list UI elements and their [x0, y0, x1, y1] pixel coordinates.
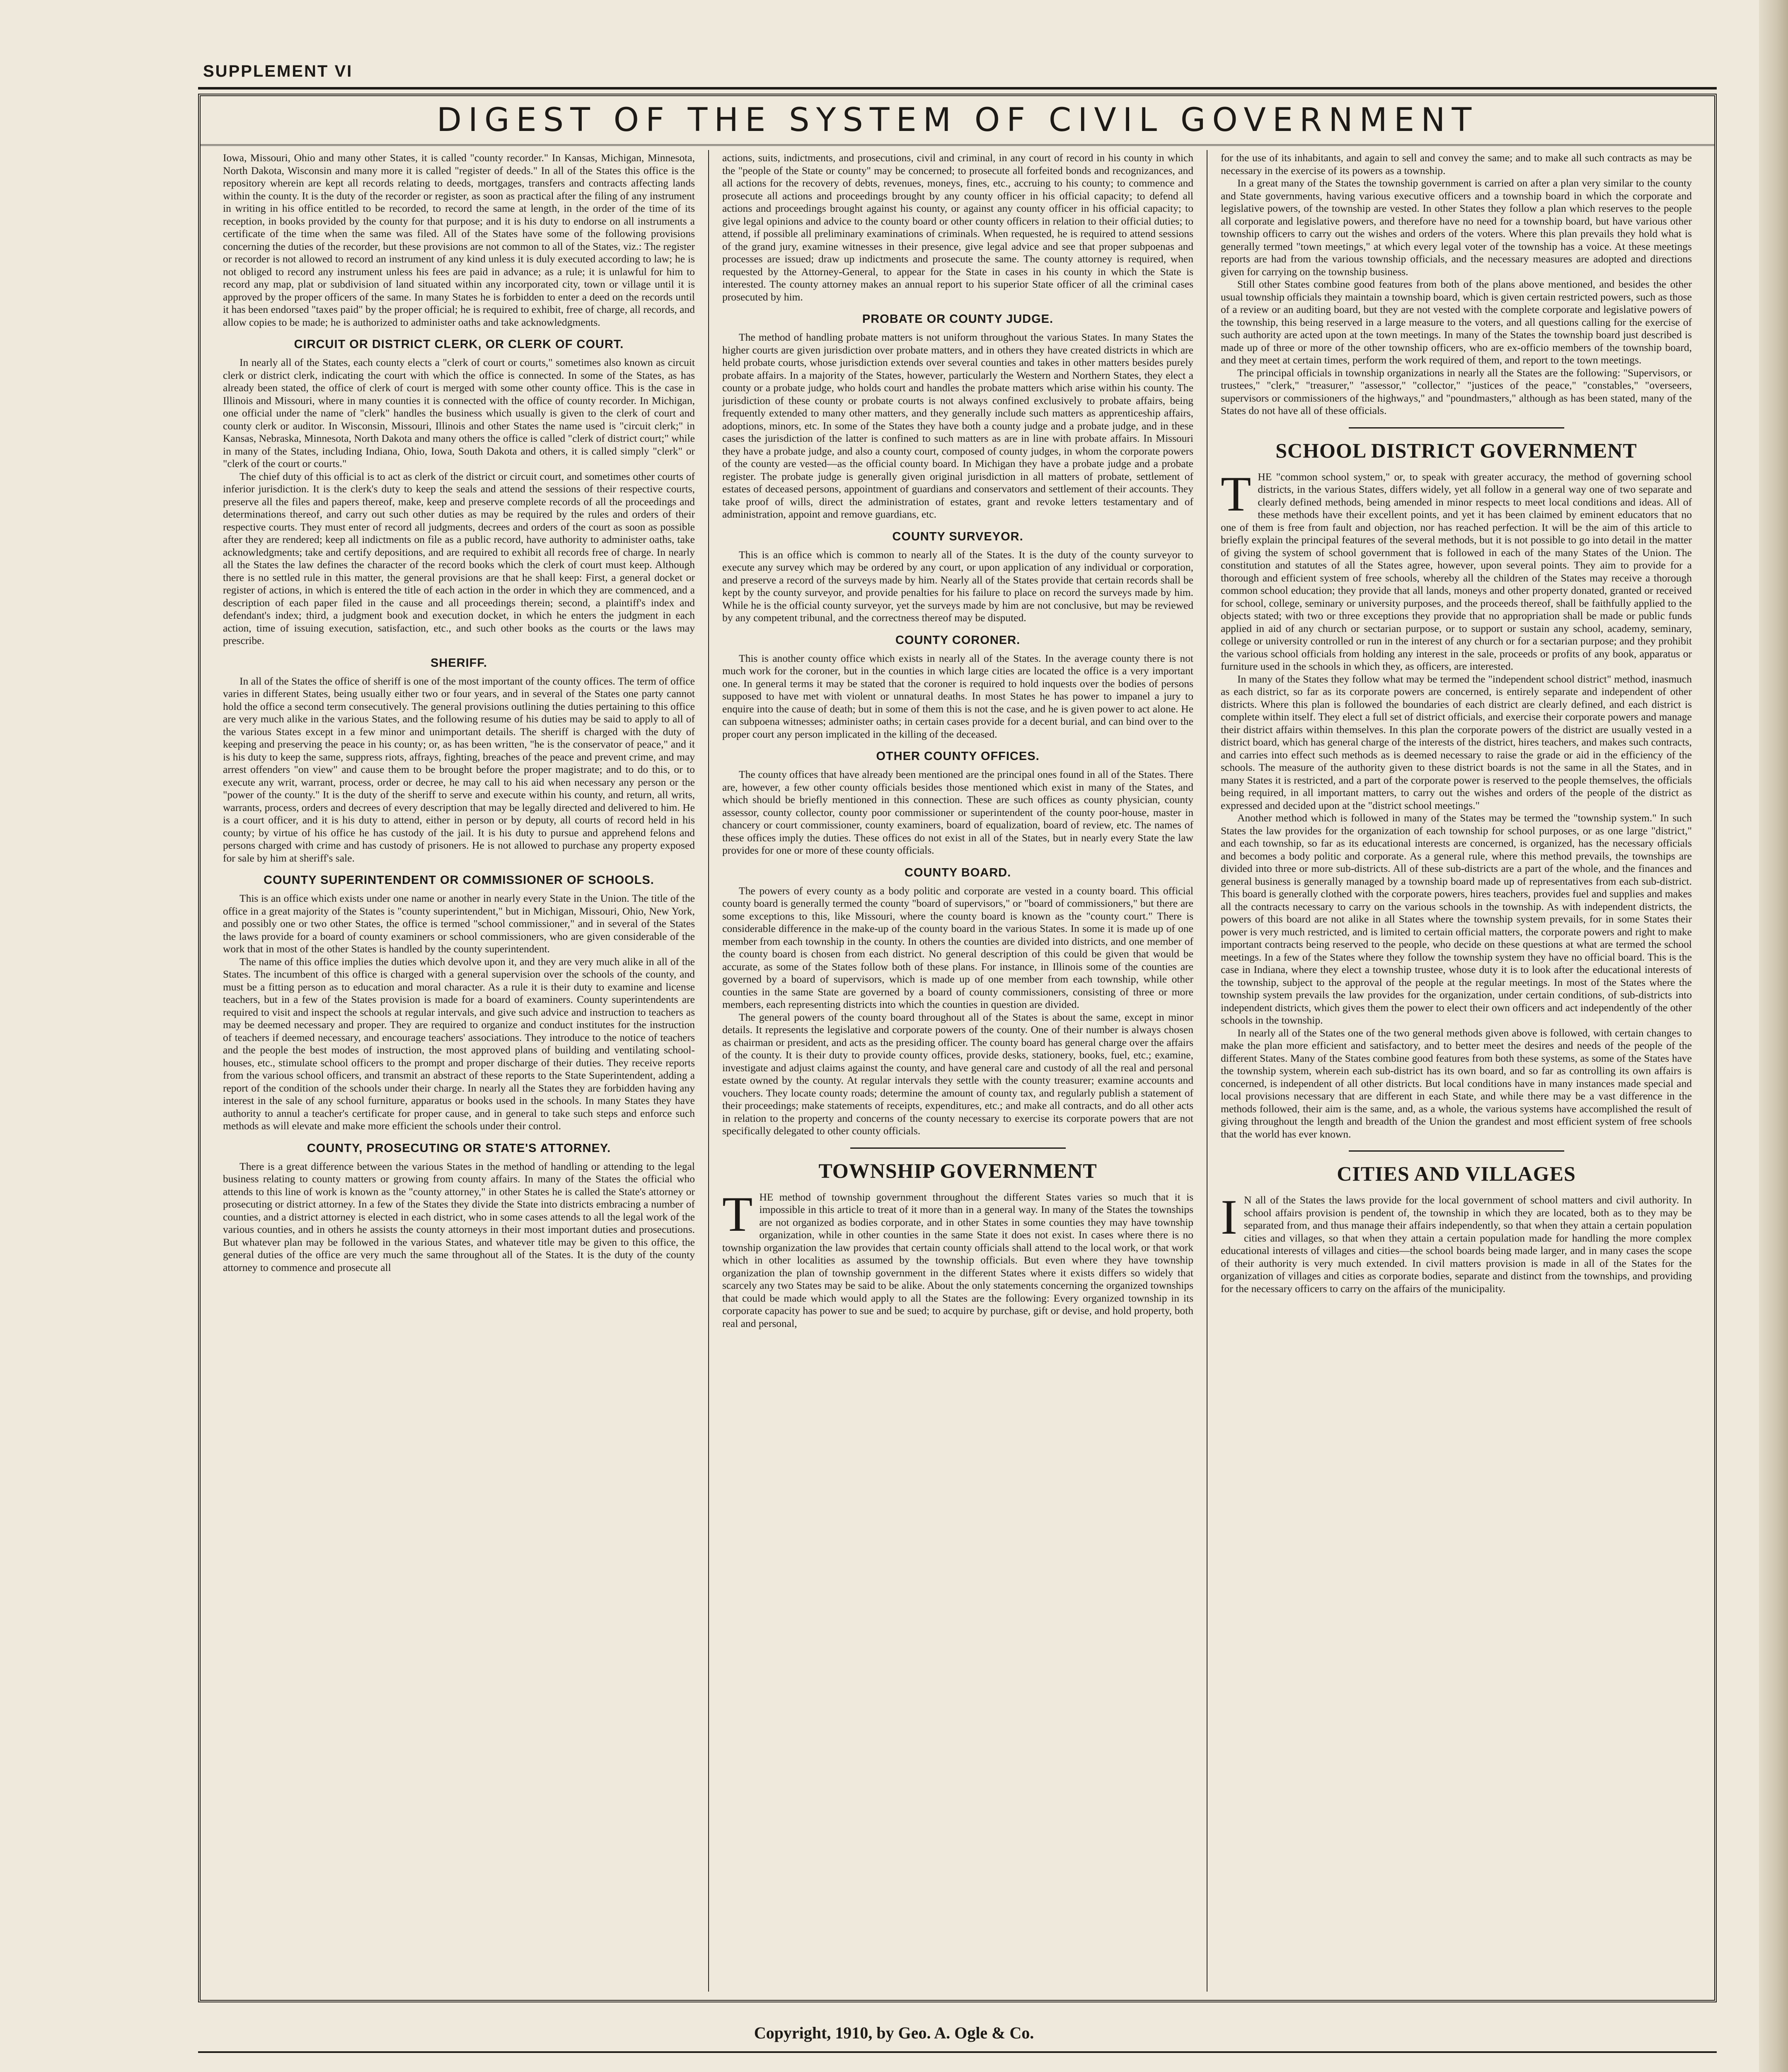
recorder-continued-paragraph: Iowa, Missouri, Ohio and many other States, it is called "county recorder." In Kansas, Michigan, Minnesota, North Dakota, Wisconsin and many more it is called "register of deeds." In all of the States this office is the repository wherein are kept all records relating to deeds, mortgages, transfers and contracts affecting lands within the county. It is the duty of the recorder or register, as soon as practical after the filing of any instrument in writing in his office entitled to be recorded, to record the same at length, in the order of the time of its reception, in books provided by the county for that purpose; and it is his duty to endorse on all instruments a certificate of the time when the same was filed. All of the States have some of the following provisions concerning the duties of the recorder, but these provisions are not common to all of the States, viz.: The register or recorder is not allowed to record an instrument of any kind unless it is duly executed according to law; he is not obliged to record any instrument unless his fees are paid in advance; as a rule; it is unlawful for him to record any map, plat or subdivision of land situated within any incorporated city, town or village until it is approved by the proper officers of the same. In many States he is forbidden to enter a deed on the records until it has been endorsed "taxes paid" by the proper official; he is required to exhibit, free of charge, all records, and allow copies to be made; he is authorized to administer oaths and take acknowledgments.	[223, 152, 695, 328]
section-heading-superintendent: COUNTY SUPERINTENDENT OR COMMISSIONER OF SCHOOLS.	[264, 874, 654, 887]
section-heading-clerk: CIRCUIT OR DISTRICT CLERK, OR CLERK OF COURT.	[294, 338, 624, 351]
title-banner	[201, 96, 1714, 146]
paragraph: In a great many of the States the township government is carried on after a plan very similar to the county and State governments, having various executive officers and a township board in which the corporate and legislative powers, of the township are vested. In other States they follow a plan which reserves to the people all corporate and legislative powers, and therefore have no need for a township board, but have various other township officers to carry out the wishes and orders of the voters. Where this plan prevails they hold what is generally termed "town meetings," at which every legal voter of the township has a voice. At these meetings reports are had from the various township officials, and the necessary measures are adopted and directions given for carrying on the township business.	[1221, 177, 1692, 278]
paragraph: In many of the States they follow what may be termed the "independent school district" method, inasmuch as each district, so far as its corporate powers are concerned, is entirely separate and independent of other districts. Where this plan is followed the boundaries of each district are clearly defined, and each district is complete within itself. They elect a full set of district officials, and exercise their corporate powers and manage their district affairs within themselves. In this plan the corporate powers of the district are usually vested in a district board, which has general charge of the interests of the district, hires teachers, and makes such contracts, and carries into effect such methods as is deemed necessary to raise the grade or aid in the efficiency of the schools. The measure of the authority given to these district boards is not the same in all the States, and in many States it is restricted, and a part of the corporate power is reserved to the people themselves, the officials being required, in all important matters, to carry out the wishes and orders of the people of the district as expressed and decided upon at the "district school meetings."	[1221, 673, 1692, 811]
school-paragraph	[1221, 466, 1692, 673]
column-2	[708, 150, 1207, 1992]
township-text: HE method of township government throughout the different States varies so much that it is impossible in this article to treat of it more than in a general way. In many of the States the townships are not organized as bodies corporate, and in other States in some counties they may have township organization, while in other counties in the same State it does not exist. In cases where there is no township organization the law provides that certain county officials shall attend to the local work, or that work which in other localities as assumed by the township officials. But even where they have township organization the plan of township government in the different States where it exists differs so widely that scarcely any two States may be said to be alike. About the only statements concerning the organized townships that could be made which would apply to all the States are the following: Every organized township in its corporate capacity has power to sue and be sued; to acquire by purchase, gift or devise, and hold property, both real and personal,	[722, 1191, 1193, 1329]
paragraph: The county offices that have already been mentioned are the principal ones found in all of the States. There are, however, a few other county officials besides those mentioned which exist in many of the States, and which should be briefly mentioned in this connection. These are such offices as county physician, county assessor, county collector, county poor commissioner or superintendent of the county poor-house, master in chancery or court commissioner, county examiners, board of equalization, board of review, etc. The names of these offices imply the duties. These offices do not exist in all of the States, but in nearly every State the law provides for one or more of these county officials.	[722, 768, 1193, 856]
paragraph: In nearly all of the States, each county elects a "clerk of court or courts," sometimes also known as circuit clerk or district clerk, indicating the court with which the office is connected. In some of the States, as has already been stated, the office of clerk of court is merged with some other county office. This is the case in Illinois and Missouri, where in many counties it is connected with the office of county recorder. In Michigan, one official under the name of "clerk" handles the business which usually is given to the clerk of court and county clerk or auditor. In Wisconsin, Missouri, Illinois and other States the name used is "circuit clerk;" in Kansas, Nebraska, Minnesota, North Dakota and many others the office is called "clerk of district court;" while in many of the States, including Indiana, Ohio, Iowa, South Dakota and others, it is called simply "clerk" or "clerk of the court or courts."	[223, 356, 695, 470]
section-heading-coroner: COUNTY CORONER.	[895, 633, 1021, 647]
section-heading-county-board: COUNTY BOARD.	[904, 866, 1011, 879]
paragraph: Still other States combine good features from both of the plans above mentioned, and besides the other usual township officials they maintain a township board, which is given certain restricted powers, such as those of a review or an auditing board, but they are not vested with the complete corporate and legislative powers of the township, this being reserved in a large measure to the voters, and all questions calling for the exercise of such authority are acted upon at the town meetings. In many of the States the township board just described is made up of three or more of the other township officers, who are ex-officio members of the township board, and they meet at certain times, perform the work required of them, and report to the town meetings.	[1221, 278, 1692, 366]
page-binding-edge	[1759, 0, 1788, 2072]
paragraph: This is another county office which exists in nearly all of the States. In the average county there is not much work for the coroner, but in the counties in which large cities are located the office is a very important one. In general terms it may be stated that the coroner is required to hold inquests over the bodies of persons supposed to have met with violent or unnatural deaths. In most States he has power to impanel a jury to enquire into the cause of death; but in some of them this is not the case, and he is given power to act alone. He can subpoena witnesses; administer oaths; in certain cases provide for a decent burial, and can bind over to the proper court any person implicated in the killing of the deceased.	[722, 652, 1193, 740]
section-divider	[850, 1147, 1066, 1149]
top-rule	[198, 87, 1717, 90]
section-heading-sheriff: SHERIFF.	[431, 656, 487, 670]
section-heading-school-district: SCHOOL DISTRICT GOVERNMENT	[1275, 438, 1637, 462]
paragraph: The powers of every county as a body politic and corporate are vested in a county board. This official county board is generally termed the county "board of supervisors," or "board of commissioners," but there are some exceptions to this, like Missouri, where the county board is known as the "county court." There is considerable difference in the make-up of the county board in the various States. In some it is made up of one member from each township in the county. In others the counties are divided into districts, and one member of the county board is chosen from each district. No general description of this could be given that would be accurate, as some of the States follow both of these plans. For instance, in Illinois some of the counties are governed by a board of supervisors, which is made up of one member from each township, while other counties in the same State are governed by a board of county commissioners, consisting of three or more members, each representing districts into which the counties in question are divided.	[722, 884, 1193, 1010]
column-1	[210, 150, 708, 1992]
paragraph: The method of handling probate matters is not uniform throughout the various States. In many States the higher courts are given jurisdiction over probate matters, and in others they have created districts in which are held probate courts, whose jurisdiction extends over several counties and takes in other matters besides purely probate affairs. In a majority of the States, however, particularly the Western and Northern States, they elect a county or a probate judge, who holds court and handles the probate matters which arise within his county. The jurisdiction of these county or probate courts is not always confined exclusively to probate affairs, being frequently extended to many other matters, and they generally include such matters as apprenticeship affairs, adoptions, minors, etc. In some of the States they have both a county judge and a probate judge, and in these cases the jurisdiction of the latter is confined to such matters as are in line with probate affairs. In Missouri they have a probate judge, and also a county court, composed of county judges, in whom the corporate powers of the county are vested—as the official county board. In Michigan they have a probate judge and a probate register. The probate judge is generally given original jurisdiction in all matters of probate, settlement of estates of deceased persons, appointment of guardians and conservators and settlement of their accounts. They take proof of wills, direct the administration of estates, grant and revoke letters testamentary and of administration, appoint and remove guardians, etc.	[722, 331, 1193, 520]
township-continued-paragraph: for the use of its inhabitants, and again to sell and convey the same; and to make all such contracts as may be necessary in the exercise of its powers as a township.	[1221, 152, 1692, 177]
school-text: HE "common school system," or, to speak with greater accuracy, the method of governing school districts, in the various States, differs widely, yet all follow in a general way one of two separate and clearly defined methods, being amended in minor respects to meet local conditions and ideas. All of these methods have their excellent points, and yet it has been claimed by eminent educators that no one of them is free from fault and objection, nor has reached perfection. It will be the aim of this article to briefly explain the principal features of the several methods, but it is not possible to go into detail in the matter of giving the system of school government that is followed in each of the many States of the Union. The constitution and statutes of all the States agree, however, upon several points. They aim to provide for a thorough and efficient system of free schools, whereby all the children of the States may receive a thorough common school education; they provide that all lands, moneys and other property donated, granted or received for school, college, seminary or university purposes, and the proceeds thereof, shall be faithfully applied to the objects stated; with two or three exceptions they provide that no appropriation shall be made or public funds applied in aid of any church or sectarian purpose, or to support or sustain any school, academy, seminary, college or university controlled or run in the interest of any church or for a sectarian purpose; and they prohibit the various school officials from holding any interest in the sale, proceeds or profits of any book, apparatus or furniture used in the schools in which they, as officers, are interested.	[1221, 470, 1692, 672]
section-heading-surveyor: COUNTY SURVEYOR.	[892, 530, 1023, 543]
paragraph: The general powers of the county board throughout all of the States is about the same, except in minor details. It represents the legislative and corporate powers of the county. One of their number is always chosen as chairman or president, and acts as the presiding officer. The county board has general charge over the affairs of the county. It is their duty to provide county offices, provide desks, stationery, books, fuel, etc.; examine, investigate and adjust claims against the county, and have general care and custody of all the real and personal estate owned by the county. At regular intervals they settle with the county treasurer; examine accounts and vouchers. They locate county roads; determine the amount of county tax, and regularly publish a statement of their proceedings; make statements of receipts, expenditures, etc.; and make all contracts, and do all other acts in relation to the property and concerns of the county necessary to exercise its corporate powers that are not specifically delegated to other county officials.	[722, 1011, 1193, 1137]
paragraph: The chief duty of this official is to act as clerk of the district or circuit court, and sometimes other courts of inferior jurisdiction. It is the clerk's duty to keep the seals and attend the sessions of their respective courts, preserve all the files and papers thereof, make, keep and preserve complete records of all the proceedings and determinations thereof, and carry out such other duties as may be required by the rules and orders of their respective courts. They must enter of record all judgments, decrees and orders of the court as soon as possible after they are rendered; keep all indictments on file as a public record, have authority to administer oaths, take acknowledgments; take and certify depositions, and are required to exhibit all records free of charge. In nearly all the States the law defines the character of the record books which the clerk of court must keep. Although there is no settled rule in this matter, the general provisions are that he shall keep: First, a general docket or register of actions, in which is entered the title of each action in the order in which they are commenced, and a description of each paper filed in the cause and all proceedings therein; second, a plaintiff's index and defendant's index; third, a judgment book and execution docket, in which he enters the judgment in each action, time of issuing execution, satisfaction, etc., and such other books as the courts or the laws may prescribe.	[223, 470, 695, 646]
cities-paragraph	[1221, 1189, 1692, 1295]
paragraph: This is an office which is common to nearly all of the States. It is the duty of the county surveyor to execute any survey which may be ordered by any court, or upon application of any individual or corporation, and preserve a record of the surveys made by him. Nearly all of the States provide that certain records shall be kept by the county surveyor, and provide penalties for his failure to place on record the surveys made by him. While he is the official county surveyor, yet the surveys made by him are not conclusive, but may be reviewed by any competent tribunal, and the correctness thereof may be disputed.	[722, 548, 1193, 624]
paragraph: In nearly all of the States one of the two general methods given above is followed, with certain changes to make the plan more efficient and satisfactory, and to better meet the desires and needs of the people of the different States. Many of the States combine good features from both these systems, as some of the States have the township system, wherein each sub-district has its own board, and so far as controlling its own affairs is concerned, is independent of all other districts. But local conditions have in many instances made special and local provisions necessary that are different in each State, and while there may be a vast difference in the methods followed, their aim is the same, and, as a whole, the various systems have accomplished the result of giving throughout the length and breadth of the Union the grandest and most efficient system of free schools that the world has ever known.	[1221, 1026, 1692, 1140]
section-heading-other-offices: OTHER COUNTY OFFICES.	[876, 750, 1040, 763]
column-3	[1207, 150, 1705, 1992]
paragraph: The name of this office implies the duties which devolve upon it, and they are very much alike in all of the States. The incumbent of this office is charged with a general supervision over the schools of the county, and must be a fitting person as to education and moral character. As a rule it is their duty to examine and license teachers, but in a few of the States provision is made for a board of examiners. County superintendents are required to visit and inspect the schools at regular intervals, and give such advice and instruction to teachers as may be deemed necessary and proper. They are required to organize and conduct institutes for the instruction of teachers if deemed necessary, and encourage teachers' associations. They introduce to the notice of teachers and the people the best modes of instruction, the most approved plans of building and ventilating school-houses, etc., stimulate school officers to the prompt and proper discharge of their duties. They receive reports from the various school officers, and transmit an abstract of these reports to the State Superintendent, adding a report of the condition of the schools under their charge. In nearly all the States they are forbidden having any interest in the sale of any school furniture, apparatus or books used in the schools. In many States they have authority to annul a teacher's certificate for proper cause, and in general to take such steps and enforce such methods as will elevate and make more efficient the schools under their control.	[223, 955, 695, 1132]
cities-text: N all of the States the laws provide for the local government of school matters and civil authority. In school affairs provision is pendent of, the township in which they are located, both as to they may be separated from, and thus manage their affairs independently, so that when they attain a certain population cities and villages, so that when they attain a certain population made for handling the more complex educational interests of villages and cities—the school boards being made larger, and in many cases the scope of their authority is very much extended. In civil matters provision is made in all of the States for the organization of villages and cities as corporate bodies, separate and distinct from the townships, and providing for the necessary officers to carry on the affairs of the municipality.	[1221, 1194, 1692, 1295]
page-frame	[198, 94, 1717, 2002]
paragraph: This is an office which exists under one name or another in nearly every State in the Union. The title of the office in a great majority of the States is "county superintendent," but in Michigan, Missouri, Ohio, New York, and possibly one or two other States, the office is termed "school commissioner," and in several of the States the laws provide for a board of county examiners or school commissioners, who are given considerable of the work that in most of the other States is handled by the county superintendent.	[223, 892, 695, 955]
attorney-continued-paragraph: actions, suits, indictments, and prosecutions, civil and criminal, in any court of record in his county in which the "people of the State or county" may be concerned; to prosecute all forfeited bonds and recognizances, and all actions for the recovery of debts, revenues, moneys, fines, etc., accruing to his county; to commence and prosecute all actions and proceedings brought by any county officer in his official capacity; to defend all actions and proceedings brought against his county, or against any county officer in his official capacity; to give legal opinions and advice to the county board or other county officers in relation to their official duties; to attend, if possible all preliminary examinations of criminals. When requested, he is required to attend sessions of the grand jury, examine witnesses in their presence, give legal advice and see that proper subpoenas and processes are issued; draw up indictments and prosecute the same. The county attorney is required, when requested by the Attorney-General, to appear for the State in cases in his county in which the State is interested. The county attorney makes an annual report to his superior State officer of all the criminal cases prosecuted by him.	[722, 152, 1193, 303]
section-heading-attorney: COUNTY, PROSECUTING OR STATE'S ATTORNEY.	[307, 1141, 611, 1155]
paragraph: In all of the States the office of sheriff is one of the most important of the county offices. The term of office varies in different States, being usually either two or four years, and in several of the States one party cannot hold the office a second term consecutively. The general provisions outlining the duties pertaining to this office are very much alike in the various States, and the following resume of his duties may be said to apply to all of the various States except in a few minor and unimportant details. The sheriff is charged with the duty of keeping and preserving the peace in his county; or, as has been written, "he is the conservator of peace," and it is his duty to keep the same, suppress riots, affrays, fighting, breaches of the peace and prevent crime, and may arrest offenders "on view" and cause them to be brought before the proper magistrate; and to do this, or to execute any writ, warrant, process, order or decree, he may call to his aid when necessary any person or the "power of the county." It is the duty of the sheriff to serve and execute within his county, and return, all writs, warrants, process, orders and decrees of every description that may be legally directed and delivered to him. He is a court officer, and it is his duty to attend, either in person or by deputy, all courts of record held in his county; by virtue of his office he has custody of the jail. It is his duty to pursue and apprehend felons and persons charged with crime and has custody of prisoners. He is not allowed to purchase any property exposed for sale by him at sheriff's sale.	[223, 675, 695, 864]
text-columns	[210, 150, 1705, 1992]
section-divider	[1349, 1150, 1564, 1152]
drop-cap: I	[1221, 1189, 1237, 1244]
paragraph: The principal officials in township organizations in nearly all the States are the following: "Supervisors, or trustees," "clerk," "treasurer," "assessor," "collector," "justices of the peace," "constables," "overseers, supervisors or commissioners of the highways," and "poundmasters," although as has been stated, many of the States do not have all of these officials.	[1221, 366, 1692, 416]
paragraph: Another method which is followed in many of the States may be termed the "township system." In such States the law provides for the organization of each township for school purposes, or as one large "district," and each township, so far as its educational interests are concerned, is organized, has the necessary officials and becomes a body politic and corporate. As a general rule, where this method prevails, the townships are divided into three or more sub-districts. All of these sub-districts are a part of the whole, and the finances and general business is generally managed by a township board made up of representatives from each sub-district. This board is generally clothed with the corporate powers, hires teachers, provides fuel and supplies and makes all the contracts necessary to carry on the various schools in the township. As with independent districts, the powers of this board are not alike in all States where the township system prevails, for in some States their power is very much restricted, and is limited to certain official matters, the corporate powers and right to make important contracts being reserved to the people, who decide on these questions at what are termed the school meetings. In a few of the States where they follow the township system they have no official board. This is the case in Indiana, where they elect a township trustee, whose duty it is to look after the educational interests of the township, subject to the approval of the people at the regular meetings. In most of the States where the township system prevails the law provides for the organization, under certain conditions, of sub-districts into independent districts, which gives them the power to elect their own officers and act independently of the other schools in the township.	[1221, 812, 1692, 1026]
copyright-line: Copyright, 1910, by Geo. A. Ogle & Co.	[754, 2024, 1034, 2042]
section-divider	[1349, 427, 1564, 428]
drop-cap: T	[1221, 466, 1251, 521]
section-heading-township: TOWNSHIP GOVERNMENT	[818, 1159, 1097, 1182]
page-title: DIGEST OF THE SYSTEM OF CIVIL GOVERNMENT	[436, 102, 1478, 139]
township-paragraph	[722, 1186, 1193, 1330]
supplement-label: SUPPLEMENT VI	[203, 62, 353, 80]
section-heading-cities: CITIES AND VILLAGES	[1337, 1162, 1576, 1185]
bottom-rule	[198, 2051, 1717, 2053]
drop-cap: T	[722, 1186, 753, 1242]
paragraph: There is a great difference between the various States in the method of handling or attending to the legal business relating to county matters or growing from county affairs. In many of the States the official who attends to this line of work is known as the "county attorney," in other States he is called the State's attorney or prosecuting or district attorney. In a few of the States they divide the State into districts embracing a number of counties, and a district attorney is elected in each district, who in some cases attends to all the legal work of the various counties, and in others he assists the county attorneys in their most important duties and prosecutions. But whatever plan may be followed in the various States, and whatever title may be given to this office, the general duties of the office are very much the same throughout all of the States. It is the duty of the county attorney to commence and prosecute all	[223, 1160, 695, 1273]
section-heading-probate: PROBATE OR COUNTY JUDGE.	[862, 312, 1054, 326]
